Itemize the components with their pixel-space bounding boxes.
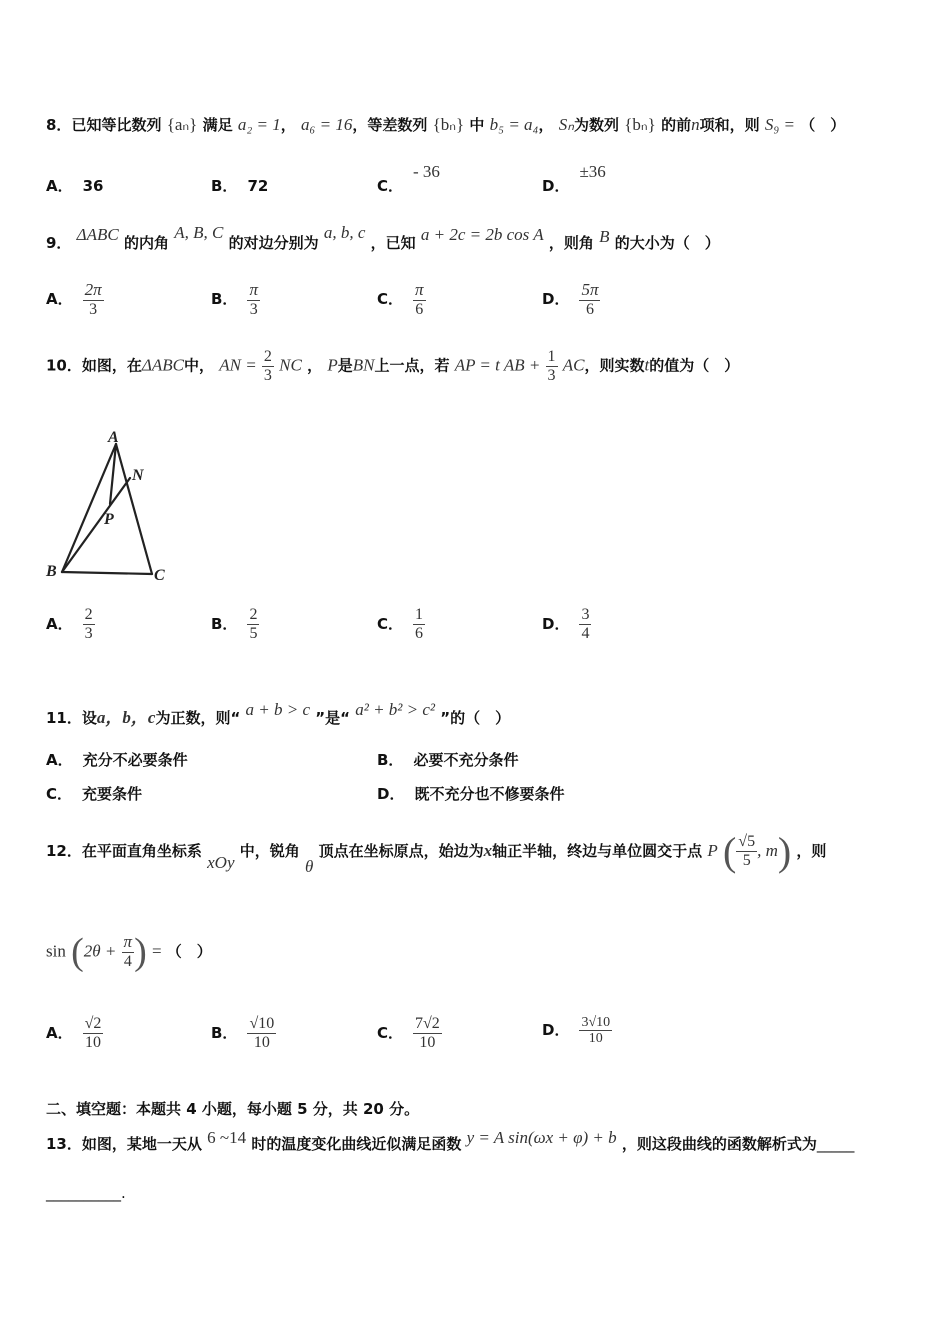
sides-abc: a, b, c: [323, 223, 366, 242]
question-11: 11．设a，b，c为正数，则“ a + b > c ”是“ a² + b² > c² ”的（ ）: [46, 700, 511, 727]
q12-option-c[interactable]: C． $\frac{7√2}{10}$: [377, 1015, 440, 1051]
q12-option-a[interactable]: A． $\frac{√2}{10}$: [46, 1015, 102, 1051]
q9-option-c[interactable]: C． $\frac{\pi}{6}$: [377, 280, 424, 318]
condition-a6: a₆ = 16: [300, 115, 353, 134]
angles-abc: A, B, C: [174, 223, 224, 242]
question-number: 8．: [46, 116, 72, 134]
q11-option-d[interactable]: D． 既不充分也不修要条件: [377, 785, 565, 803]
question-10: 10．如图，在ΔABC中， AN = $\frac{2}{3}$ NC ， P是BN上一点，若 AP = t AB + $\frac{1}{3}$ AC，则实数t的值为（ ）: [46, 348, 740, 384]
label-p: P: [104, 511, 114, 528]
triangle-abc: ΔABC: [141, 355, 184, 375]
edge-bc: [62, 572, 152, 574]
condition-1: a + b > c: [245, 700, 311, 719]
sum-sn: Sₙ: [558, 115, 574, 134]
question-9: 9． ΔABC 的内角 A, B, C 的对边分别为 a, b, c ，已知 a + 2c = 2b cos A ，则角 B 的大小为（ ）: [46, 223, 720, 252]
triangle-abc: ΔABC: [76, 225, 119, 244]
label-c: C: [154, 567, 165, 584]
sequence-b: {bₙ}: [432, 115, 465, 134]
q10-option-d[interactable]: D． $\frac{3}{4}$: [542, 606, 590, 642]
condition-equation: a + 2c = 2b cos A: [420, 225, 544, 244]
q11-option-a[interactable]: A． 充分不必要条件: [46, 751, 188, 769]
question-8: 8．已知等比数列 {aₙ} 满足 a₂ = 1， a₆ = 16，等差数列 {bₙ} 中 b₅ = a₄， Sₙ为数列 {bₙ} 的前n项和，则 S₉ = （ ）: [46, 115, 846, 134]
coordinate-system: xOy: [207, 853, 235, 872]
question-12: 12．在平面直角坐标系 xOy 中，锐角 θ 顶点在坐标原点，始边为x轴正半轴，终边与单位圆交于点 P ( $\frac{√5}{5}$ , m) ，则: [46, 829, 827, 876]
q13-answer-line[interactable]: __________.: [46, 1184, 126, 1202]
section-2-heading: 二、填空题：本题共 4 小题，每小题 5 分，共 20 分。: [46, 1100, 420, 1118]
question-number: 12．: [46, 842, 82, 860]
q12-expression: sin (2θ + $\frac{\pi}{4}$ ) = （ ）: [46, 931, 212, 973]
label-a: A: [108, 429, 119, 446]
q12-option-b[interactable]: B． $\frac{√10}{10}$: [211, 1015, 275, 1051]
q10-option-a[interactable]: A． $\frac{2}{3}$: [46, 606, 93, 642]
question-number: 13．: [46, 1135, 82, 1153]
label-b: B: [46, 563, 57, 580]
q9-option-d[interactable]: D． $\frac{5\pi}{6}$: [542, 280, 599, 318]
q11-option-b[interactable]: B． 必要不充分条件: [377, 751, 519, 769]
edge-ac: [116, 444, 152, 574]
question-number: 10．: [46, 356, 82, 375]
q8-option-d[interactable]: D．±36: [542, 162, 606, 195]
answer-blank: （ ）: [800, 116, 846, 134]
q9-option-a[interactable]: A． $\frac{2\pi}{3}$: [46, 280, 102, 318]
label-n: N: [132, 467, 144, 484]
q8-option-b[interactable]: B． 72: [211, 177, 269, 195]
vector-equation: AP = t AB +: [454, 355, 541, 375]
q10-option-b[interactable]: B． $\frac{2}{5}$: [211, 606, 258, 642]
segment-an: AN =: [219, 355, 257, 375]
q9-option-b[interactable]: B． $\frac{\pi}{3}$: [211, 280, 258, 318]
sum-s9: S₉ =: [764, 115, 795, 134]
sequence-a: {aₙ}: [166, 115, 198, 134]
question-number: 11．: [46, 709, 82, 727]
answer-blank: （ ）: [166, 942, 212, 961]
q12-option-d[interactable]: D． $\frac{3√10}{10}$: [542, 1015, 611, 1047]
sequence-b-2: {bₙ}: [624, 115, 656, 134]
function-formula: y = A sin(ωx + φ) + b: [466, 1128, 617, 1147]
condition-a2: a₂ = 1: [237, 115, 281, 134]
triangle-figure: [40, 420, 180, 590]
point-p: P: [707, 841, 718, 860]
q8-option-c[interactable]: C．- 36: [377, 162, 440, 195]
q8-option-a[interactable]: A． 36: [46, 177, 104, 195]
answer-blank[interactable]: _____: [816, 1135, 855, 1153]
angle-theta: θ: [304, 857, 314, 876]
time-range: 6 ~14: [207, 1128, 247, 1147]
question-13: 13．如图，某地一天从 6 ~14 时的温度变化曲线近似满足函数 y = A sin(ωx + φ) + b ，则这段曲线的函数解析式为_____: [46, 1128, 855, 1153]
condition-2: a² + b² > c²: [355, 700, 435, 719]
question-number: 9．: [46, 234, 72, 252]
condition-b5: b₅ = a₄: [489, 115, 539, 134]
q10-option-c[interactable]: C． $\frac{1}{6}$: [377, 606, 424, 642]
q11-option-c[interactable]: C． 充要条件: [46, 785, 143, 803]
